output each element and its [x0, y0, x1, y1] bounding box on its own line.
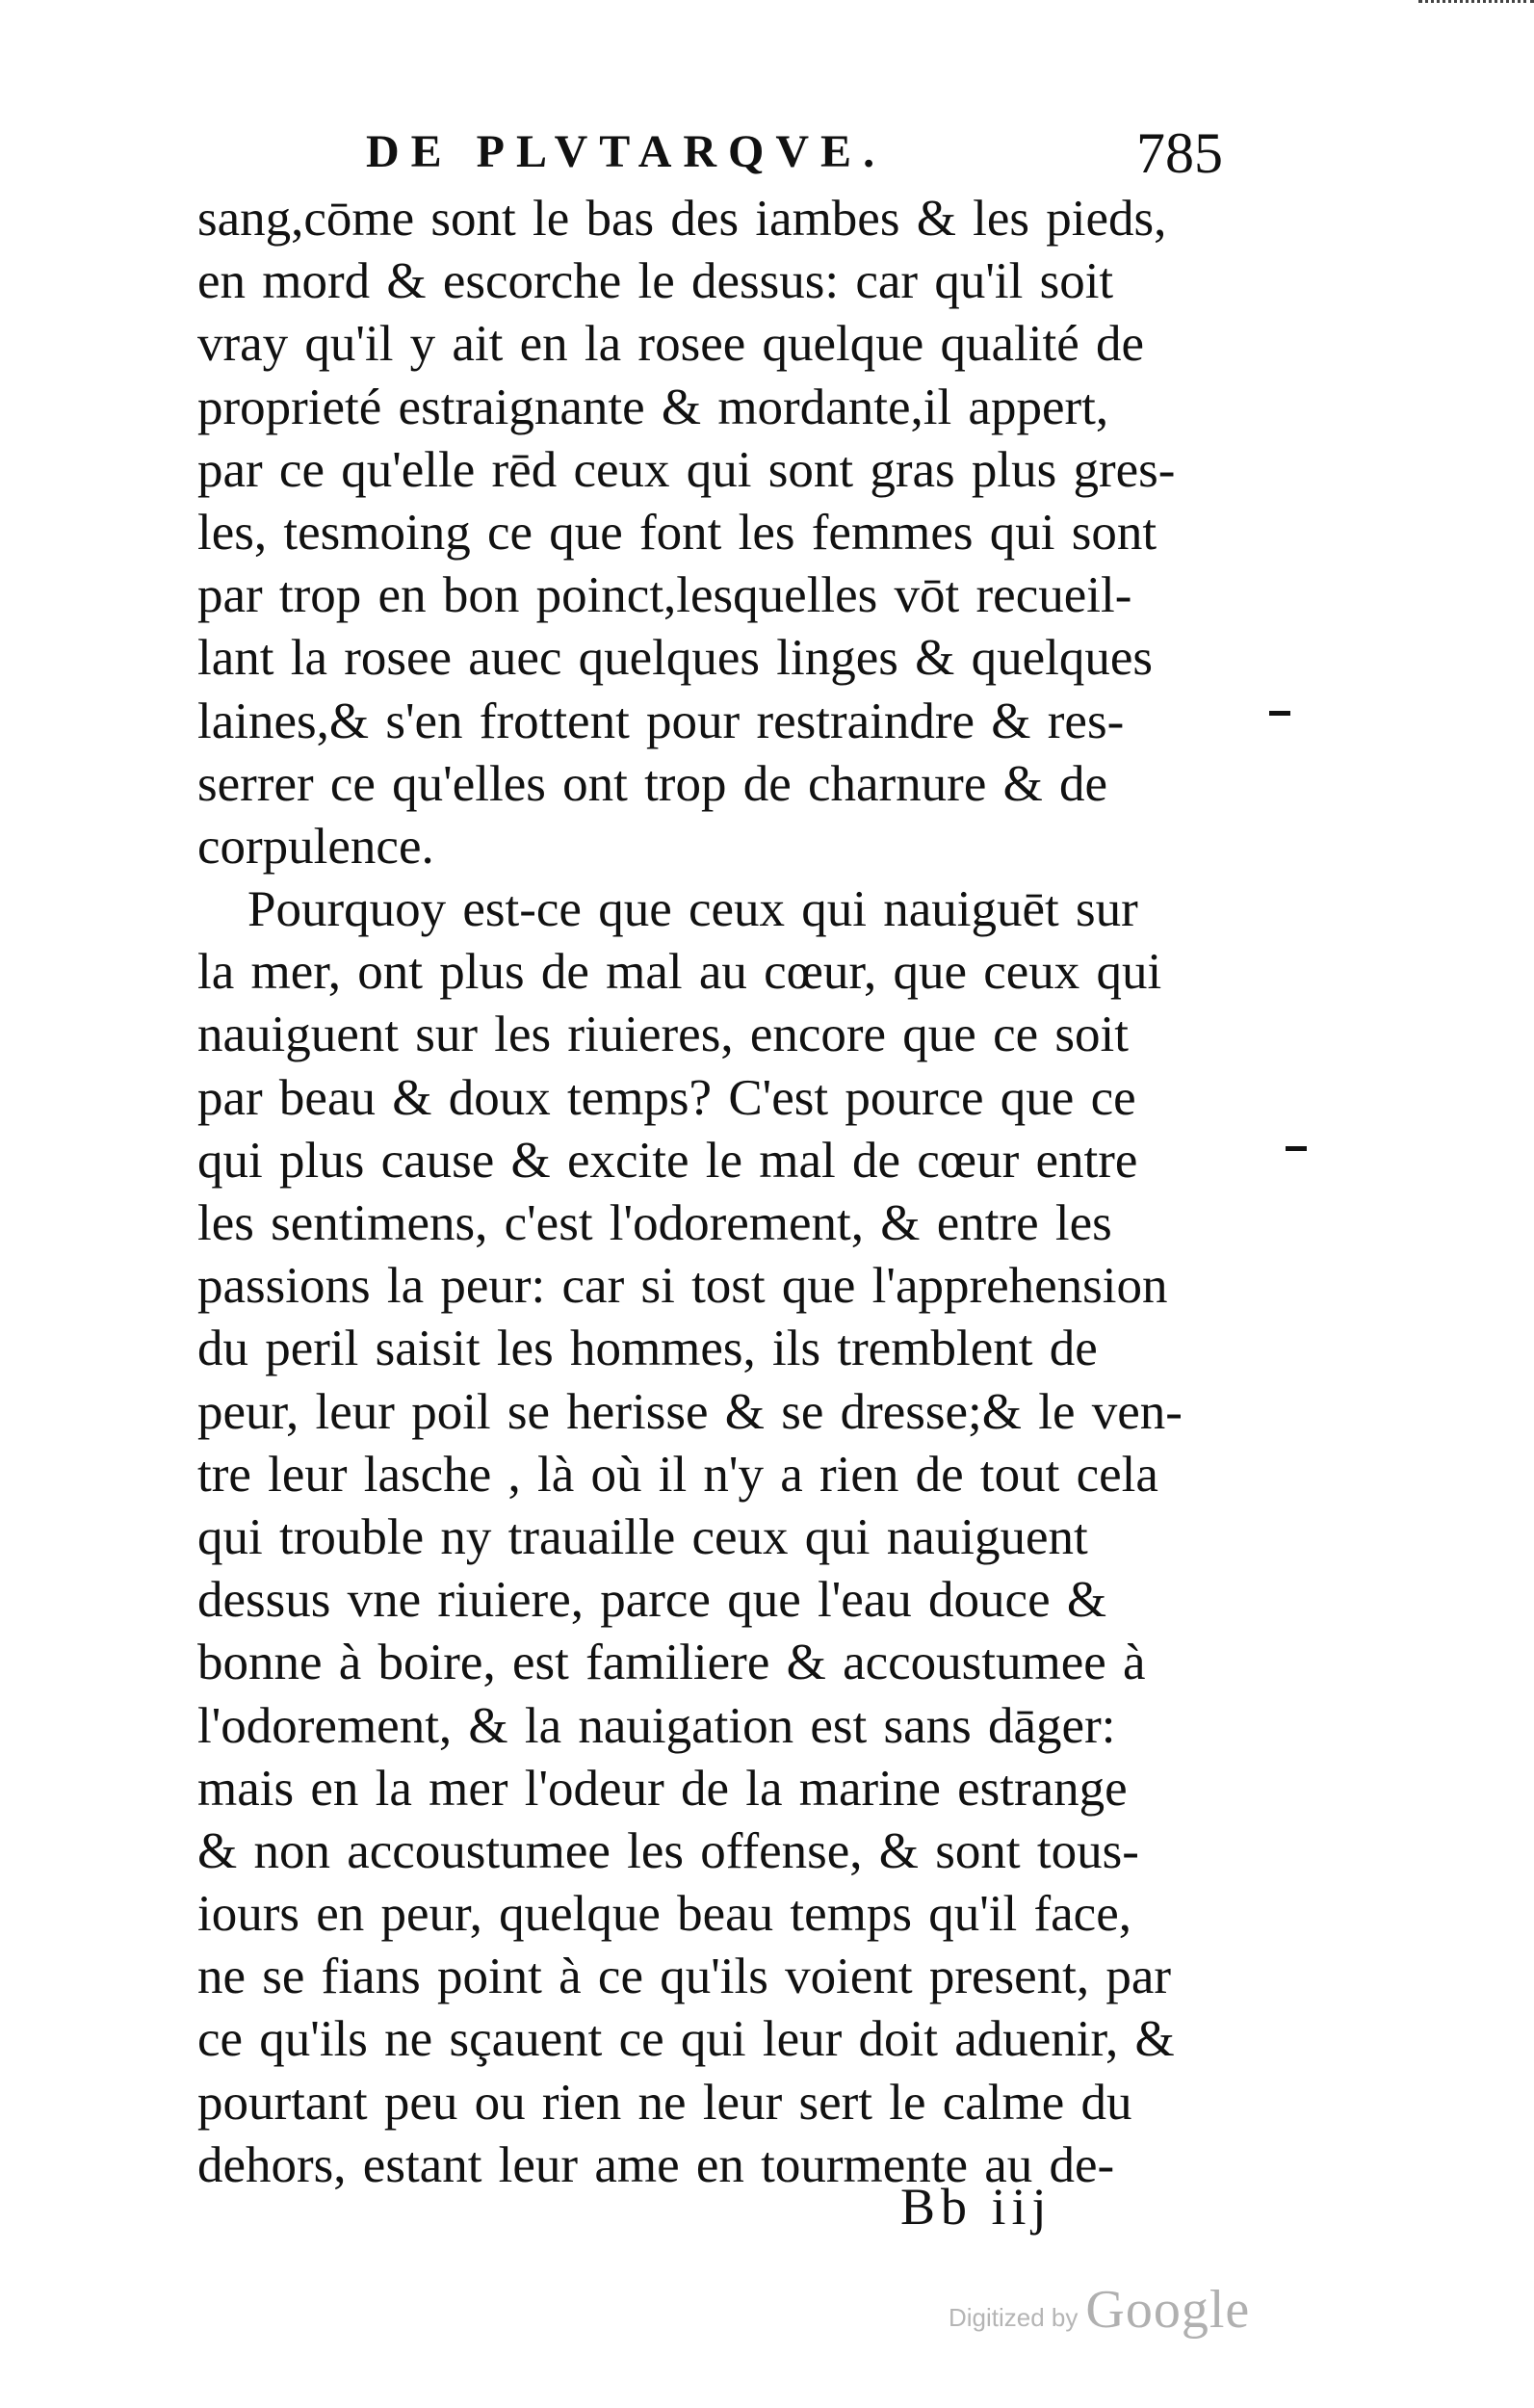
digitized-watermark [949, 2280, 1251, 2341]
text-line: en mord & escorche le dessus: car qu'il soit [197, 253, 1114, 310]
text-line: dessus vne riuiere, parce que l'eau douce & [197, 1572, 1107, 1629]
text-line: mais en la mer l'odeur de la marine estrange [197, 1760, 1128, 1817]
text-line: par trop en bon poinct,lesquelles vōt recueil- [197, 567, 1132, 624]
margin-dash-mark [1269, 711, 1290, 716]
text-line: & non accoustumee les offense, & sont tous- [197, 1822, 1139, 1879]
text-line: sang,cōme sont le bas des iambes & les pieds, [197, 191, 1167, 247]
text-line: les sentimens, c'est l'odorement, & entre les [197, 1195, 1112, 1251]
text-line: laines,& s'en frottent pour restraindre & res- [197, 693, 1125, 749]
text-line: vray qu'il y ait en la rosee quelque qualité de [197, 316, 1145, 373]
text-line: qui plus cause & excite le mal de cœur entre [197, 1132, 1138, 1189]
margin-dash-mark [1286, 1146, 1307, 1151]
google-logo: Google [1085, 2280, 1251, 2340]
text-line: par beau & doux temps? C'est pource que ce [197, 1069, 1136, 1126]
digitized-by-text: Digitized by [949, 2303, 1079, 2332]
page-number: 785 [1136, 121, 1223, 185]
text-line: pourtant peu ou rien ne leur sert le calme du [197, 2074, 1132, 2131]
text-line: qui trouble ny trauaille ceux qui nauiguent [197, 1508, 1088, 1565]
text-line: dehors, estant leur ame en tourmente au de- [197, 2136, 1115, 2193]
text-line: proprieté estraignante & mordante,il appert, [197, 379, 1109, 435]
text-line: l'odorement, & la nauigation est sans dāger: [197, 1697, 1116, 1754]
text-line: serrer ce qu'elles ont trop de charnure & de [197, 755, 1108, 812]
text-line: les, tesmoing ce que font les femmes qui sont [197, 504, 1157, 561]
text-line: nauiguent sur les riuieres, encore que ce soit [197, 1007, 1129, 1063]
text-line: du peril saisit les hommes, ils tremblent de [197, 1321, 1098, 1377]
text-line: lant la rosee auec quelques linges & quelques [197, 630, 1153, 687]
text-line: corpulence. [197, 818, 434, 875]
text-line: tre leur lasche , là où il n'y a rien de tout cela [197, 1446, 1158, 1503]
text-line: passions la peur: car si tost que l'apprehension [197, 1258, 1168, 1315]
text-line: bonne à boire, est familiere & accoustumee à [197, 1635, 1146, 1691]
text-line: la mer, ont plus de mal au cœur, que ceux qui [197, 944, 1162, 1001]
body-text [197, 188, 1257, 2197]
text-line: par ce qu'elle rēd ceux qui sont gras plus gres- [197, 441, 1176, 498]
signature-mark: Bb iij [900, 2178, 1053, 2236]
running-title: DE PLVTARQVE. [366, 126, 887, 177]
running-head [289, 120, 1252, 188]
text-line: ce qu'ils ne sçauent ce qui leur doit aduenir, & [197, 2011, 1175, 2068]
text-line: iours en peur, quelque beau temps qu'il face, [197, 1886, 1131, 1943]
paragraph-start-line: Pourquoy est-ce que ceux qui nauiguēt sur [247, 881, 1138, 938]
text-line: ne se fians point à ce qu'ils voient present, par [197, 1949, 1172, 2005]
text-line: peur, leur poil se herisse & se dresse;& le ven- [197, 1383, 1183, 1440]
top-edge-rule [1418, 0, 1534, 9]
